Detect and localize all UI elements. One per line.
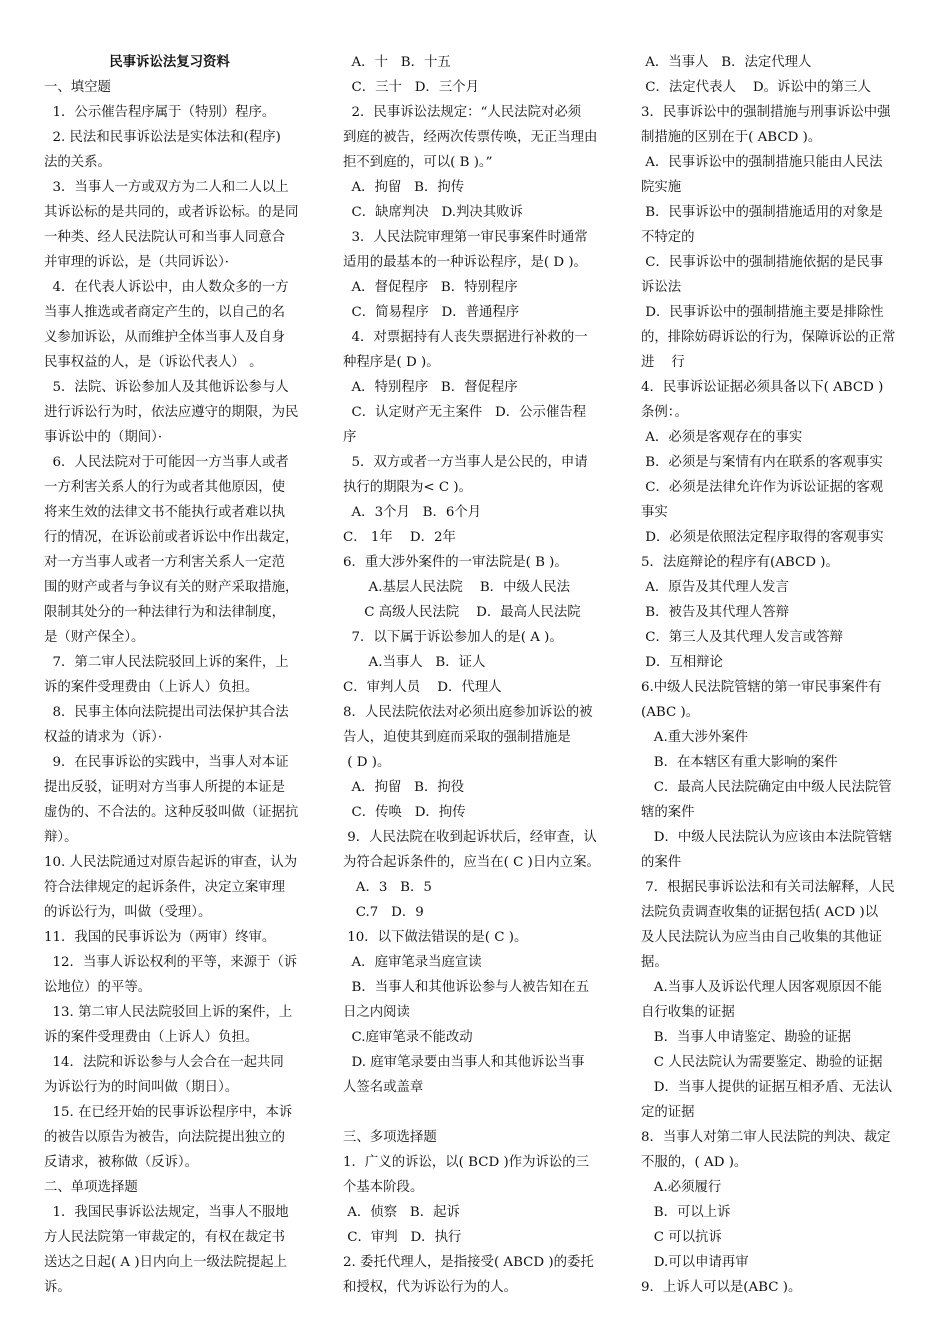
text-line: 1．公示催告程序属于（特别）程序。	[44, 105, 276, 120]
text-line: 5．法院、诉讼参加人及其他诉讼参与人	[44, 380, 289, 395]
text-line: 种程序是( D )。	[343, 355, 440, 370]
text-line: 为符合起诉条件的，应当在( C )日内立案。	[343, 855, 600, 870]
text-line: 的案件	[641, 855, 682, 870]
text-line: 诉。	[44, 1280, 71, 1295]
text-line: 及人民法院认为应当由自己收集的其他证	[641, 930, 883, 945]
text-line: 14．法院和诉讼参与人会合在一起共同	[44, 1055, 284, 1070]
text-line: A.当事人 B．证人	[343, 655, 486, 670]
text-line: 日之内阅读	[343, 1005, 410, 1020]
text-line: 7．以下属于诉讼参加人的是( A )。	[343, 630, 563, 645]
text-line: 9．人民法院在收到起诉状后，经审查，认	[343, 830, 597, 845]
text-line: 5．双方或者一方当事人是公民的，申请	[343, 455, 588, 470]
text-line: 辩）。	[44, 830, 78, 845]
text-line: B．当事人和其他诉讼参与人被告知在五	[343, 980, 589, 995]
text-line: 10. 人民法院通过对原告起诉的审查，认为	[44, 855, 298, 870]
text-line: 2. 委托代理人，是指接受( ABCD )的委托	[343, 1255, 594, 1270]
text-line: A．3个月 B．6个月	[343, 505, 482, 520]
text-line: A．十 B．十五	[343, 55, 451, 70]
text-line: ( D )。	[343, 755, 391, 770]
document-title: 民事诉讼法复习资料	[44, 54, 230, 70]
text-line: C 人民法院认为需要鉴定、勘验的证据	[641, 1055, 883, 1070]
text-line: 送达之日起( A )日内向上一级法院提起上	[44, 1255, 287, 1270]
text-line: 3．当事人一方或双方为二人和二人以上	[44, 180, 289, 195]
text-line: 人签名或盖章	[343, 1080, 424, 1095]
text-line: 4．民事诉讼证据必须具备以下( ABCD )	[641, 380, 884, 395]
text-line: 1．我国民事诉讼法规定，当事人不服地	[44, 1205, 289, 1220]
text-line: 9．上诉人可以是(ABC )。	[641, 1280, 802, 1295]
text-line: 的诉讼行为，叫做（受理）。	[44, 905, 212, 920]
text-line: 序	[343, 430, 357, 445]
text-line: A．侦察 B．起诉	[343, 1205, 460, 1220]
text-line: B．当事人申请鉴定、勘验的证据	[641, 1030, 852, 1045]
text-line: 3．人民法院审理第一审民事案件时通常	[343, 230, 588, 245]
text-line: 围的财产或者与争议有关的财产采取措施，	[44, 580, 299, 595]
text-line: 制措施的区别在于( ABCD )。	[641, 130, 822, 145]
text-line: 一种类、经人民法院认可和当事人同意合	[44, 230, 286, 245]
text-line: B．必须是与案情有内在联系的客观事实	[641, 455, 883, 470]
text-line: C．必须是法律允许作为诉讼证据的客观	[641, 480, 884, 495]
text-line: A.基层人民法院 B．中级人民法	[343, 580, 571, 595]
text-line: D.可以申请再审	[641, 1255, 749, 1270]
text-line: 当事人推选或者商定产生的，以自己的名	[44, 305, 286, 320]
text-line: 6．人民法院对于可能因一方当事人或者	[44, 455, 289, 470]
text-line: 自行收集的证据	[641, 1005, 735, 1020]
text-line: 一方利害关系人的行为或者其他原因，使	[44, 480, 286, 495]
text-line: 的被告以原告为被告，向法院提出独立的	[44, 1130, 286, 1145]
text-line: 2. 民法和民事诉讼法是实体法和(程序)	[44, 130, 281, 145]
text-line: 9．在民事诉讼的实践中，当事人对本证	[44, 755, 289, 770]
text-line: 不服的，( AD )。	[641, 1155, 748, 1170]
text-line: D. 庭审笔录要由当事人和其他诉讼当事	[343, 1055, 585, 1070]
text-line: C.庭审笔录不能改动	[343, 1030, 473, 1045]
text-line: 进 行	[641, 355, 685, 370]
text-line: 方人民法院第一审裁定的，有权在裁定书	[44, 1230, 286, 1245]
text-line: 个基本阶段。	[343, 1180, 424, 1195]
text-line: A．庭审笔录当庭宣读	[343, 955, 482, 970]
text-line: 为诉讼行为的时间叫做（期日）。	[44, 1080, 239, 1095]
text-line: B．可以上诉	[641, 1205, 731, 1220]
text-line: 讼地位）的平等。	[44, 980, 152, 995]
text-line: 5．法庭辩论的程序有(ABCD )。	[641, 555, 839, 570]
text-line: 权益的请求为（诉）·	[44, 730, 163, 745]
text-line: 据。	[641, 955, 668, 970]
text-line: A．拘留 B．拘役	[343, 780, 465, 795]
text-line: 2．民事诉讼法规定：“人民法院对必须	[343, 105, 582, 120]
text-line: 院实施	[641, 180, 682, 195]
text-line: 定的证据	[641, 1105, 695, 1120]
text-line: 执行的期限为< C )。	[343, 480, 472, 495]
text-line: 二、单项选择题	[44, 1180, 138, 1195]
text-line: D．当事人提供的证据互相矛盾、无法认	[641, 1080, 893, 1095]
text-line: 4．对票据持有人丧失票据进行补救的一	[343, 330, 588, 345]
text-line: 法的关系。	[44, 155, 111, 170]
text-line: C．缺席判决 D.判决其败诉	[343, 205, 523, 220]
text-line: 进行诉讼行为时，依法应遵守的期限，为民	[44, 405, 299, 420]
column-2	[343, 50, 615, 1300]
text-line: 义参加诉讼，从而维护全体当事人及自身	[44, 330, 286, 345]
text-line: 适用的最基本的一种诉讼程序，是( D )。	[343, 255, 587, 270]
text-line: 告人，迫使其到庭而采取的强制措施是	[343, 730, 571, 745]
text-line: 辖的案件	[641, 805, 695, 820]
text-line: 行的情况，在诉讼前或者诉讼中作出裁定，	[44, 530, 299, 545]
text-line: 条例：。	[641, 405, 688, 420]
text-line: 诉的案件受理费由（上诉人）负担。	[44, 1030, 259, 1045]
text-line: A．特别程序 B．督促程序	[343, 380, 518, 395]
text-line: D．中级人民法院认为应该由本法院管辖	[641, 830, 893, 845]
text-line: 和授权，代为诉讼行为的人。	[343, 1280, 518, 1295]
text-line: C．最高人民法院确定由中级人民法院管	[641, 780, 892, 795]
text-line: D．互相辩论	[641, 655, 723, 670]
text-line: C．民事诉讼中的强制措施依据的是民事	[641, 255, 884, 270]
text-line: A.重大涉外案件	[641, 730, 749, 745]
text-line: B．被告及其代理人答辩	[641, 605, 790, 620]
column-3	[641, 50, 909, 1300]
text-line: 3．民事诉讼中的强制措施与刑事诉讼中强	[641, 105, 891, 120]
text-line: 12．当事人诉讼权利的平等，来源于（诉	[44, 955, 298, 970]
text-line	[343, 1100, 615, 1125]
text-line: 11．我国的民事诉讼为（两审）终审。	[44, 930, 276, 945]
text-line: C．审判人员 D．代理人	[343, 680, 502, 695]
text-line: 民事权益的人，是（诉讼代表人） 。	[44, 355, 263, 370]
text-line: 15. 在已经开始的民事诉讼程序中，本诉	[44, 1105, 293, 1120]
text-line: C．三十 D．三个月	[343, 80, 479, 95]
text-line: C．传唤 D．拘传	[343, 805, 466, 820]
text-line: C．认定财产无主案件 D．公示催告程	[343, 405, 587, 420]
text-line: A.必须履行	[641, 1180, 722, 1195]
text-line: B．民事诉讼中的强制措施适用的对象是	[641, 205, 883, 220]
text-line: A.当事人及诉讼代理人因客观原因不能	[641, 980, 882, 995]
text-line: B．在本辖区有重大影响的案件	[641, 755, 838, 770]
text-line: C．第三人及其代理人发言或答辩	[641, 630, 843, 645]
text-line: C．简易程序 D．普通程序	[343, 305, 520, 320]
text-line: 对一方当事人或者一方利害关系人一定范	[44, 555, 286, 570]
text-line: A．原告及其代理人发言	[641, 580, 789, 595]
text-line: 8．民事主体向法院提出司法保护其合法	[44, 705, 289, 720]
text-line: 6．重大涉外案件的一审法院是( B )。	[343, 555, 568, 570]
text-line: 8．人民法院依法对必须出庭参加诉讼的被	[343, 705, 593, 720]
text-line: 并审理的诉讼，是（共同诉讼）·	[44, 255, 230, 270]
text-line: 1．广义的诉讼，以( BCD )作为诉讼的三	[343, 1155, 590, 1170]
text-line: A．拘留 B．拘传	[343, 180, 465, 195]
text-line: 诉讼法	[641, 280, 682, 295]
text-line: 10．以下做法错误的是( C )。	[343, 930, 528, 945]
text-line: 4．在代表人诉讼中，由人数众多的一方	[44, 280, 289, 295]
text-line: 提出反驳，证明对方当事人所提的本证是	[44, 780, 286, 795]
text-line: 限制其处分的一种法律行为和法律制度，	[44, 605, 286, 620]
text-line: 的，排除妨碍诉讼的行为，保障诉讼的正常	[641, 330, 896, 345]
text-line: 事诉讼中的（期间）·	[44, 430, 163, 445]
text-line: A．民事诉讼中的强制措施只能由人民法	[641, 155, 883, 170]
text-line: 反请求，被称做（反诉）。	[44, 1155, 198, 1170]
text-line: 法院负责调查收集的证据包括( ACD )以	[641, 905, 879, 920]
text-line: 7．第二审人民法院驳回上诉的案件，上	[44, 655, 289, 670]
text-line: 一、填空题	[44, 80, 111, 95]
text-line: 是（财产保全）。	[44, 630, 145, 645]
column-1	[44, 50, 314, 1300]
text-line: (ABC )。	[641, 705, 700, 720]
text-line: D．必须是依照法定程序取得的客观事实	[641, 530, 884, 545]
text-line: 三、多项选择题	[343, 1130, 437, 1145]
text-line: A．3 B．5	[343, 880, 432, 895]
text-line: 8．当事人对第二审人民法院的判决、裁定	[641, 1130, 891, 1145]
text-line: 将来生效的法律文书不能执行或者难以执	[44, 505, 286, 520]
text-line: A．督促程序 B．特别程序	[343, 280, 518, 295]
text-line: C 可以抗诉	[641, 1230, 722, 1245]
text-line: 虚伪的、不合法的。这种反驳叫做（证据抗	[44, 805, 299, 820]
text-line: 7．根据民事诉讼法和有关司法解释，人民	[641, 880, 895, 895]
text-line: 到庭的被告，经两次传票传唤，无正当理由	[343, 130, 598, 145]
text-line: 其诉讼标的是共同的，或者诉讼标。的是同	[44, 205, 299, 220]
text-line: 不特定的	[641, 230, 695, 245]
text-line: C 高级人民法院 D．最高人民法院	[343, 605, 581, 620]
text-line: A．当事人 B．法定代理人	[641, 55, 812, 70]
text-line: 符合法律规定的起诉条件，决定立案审理	[44, 880, 286, 895]
text-line: 13. 第二审人民法院驳回上诉的案件，上	[44, 1005, 293, 1020]
text-line: 诉的案件受理费由（上诉人）负担。	[44, 680, 259, 695]
text-line: 拒不到庭的，可以( B )。”	[343, 155, 493, 170]
text-line: C.7 D．9	[343, 905, 424, 920]
text-line: 事实	[641, 505, 668, 520]
text-line: 6.中级人民法院管辖的第一审民事案件有	[641, 680, 882, 695]
text-line: D．民事诉讼中的强制措施主要是排除性	[641, 305, 884, 320]
text-line: C． 1年 D．2年	[343, 530, 456, 545]
text-line: C．审判 D．执行	[343, 1230, 462, 1245]
text-line: C．法定代表人 D。诉讼中的第三人	[641, 80, 871, 95]
text-line: A．必须是客观存在的事实	[641, 430, 803, 445]
